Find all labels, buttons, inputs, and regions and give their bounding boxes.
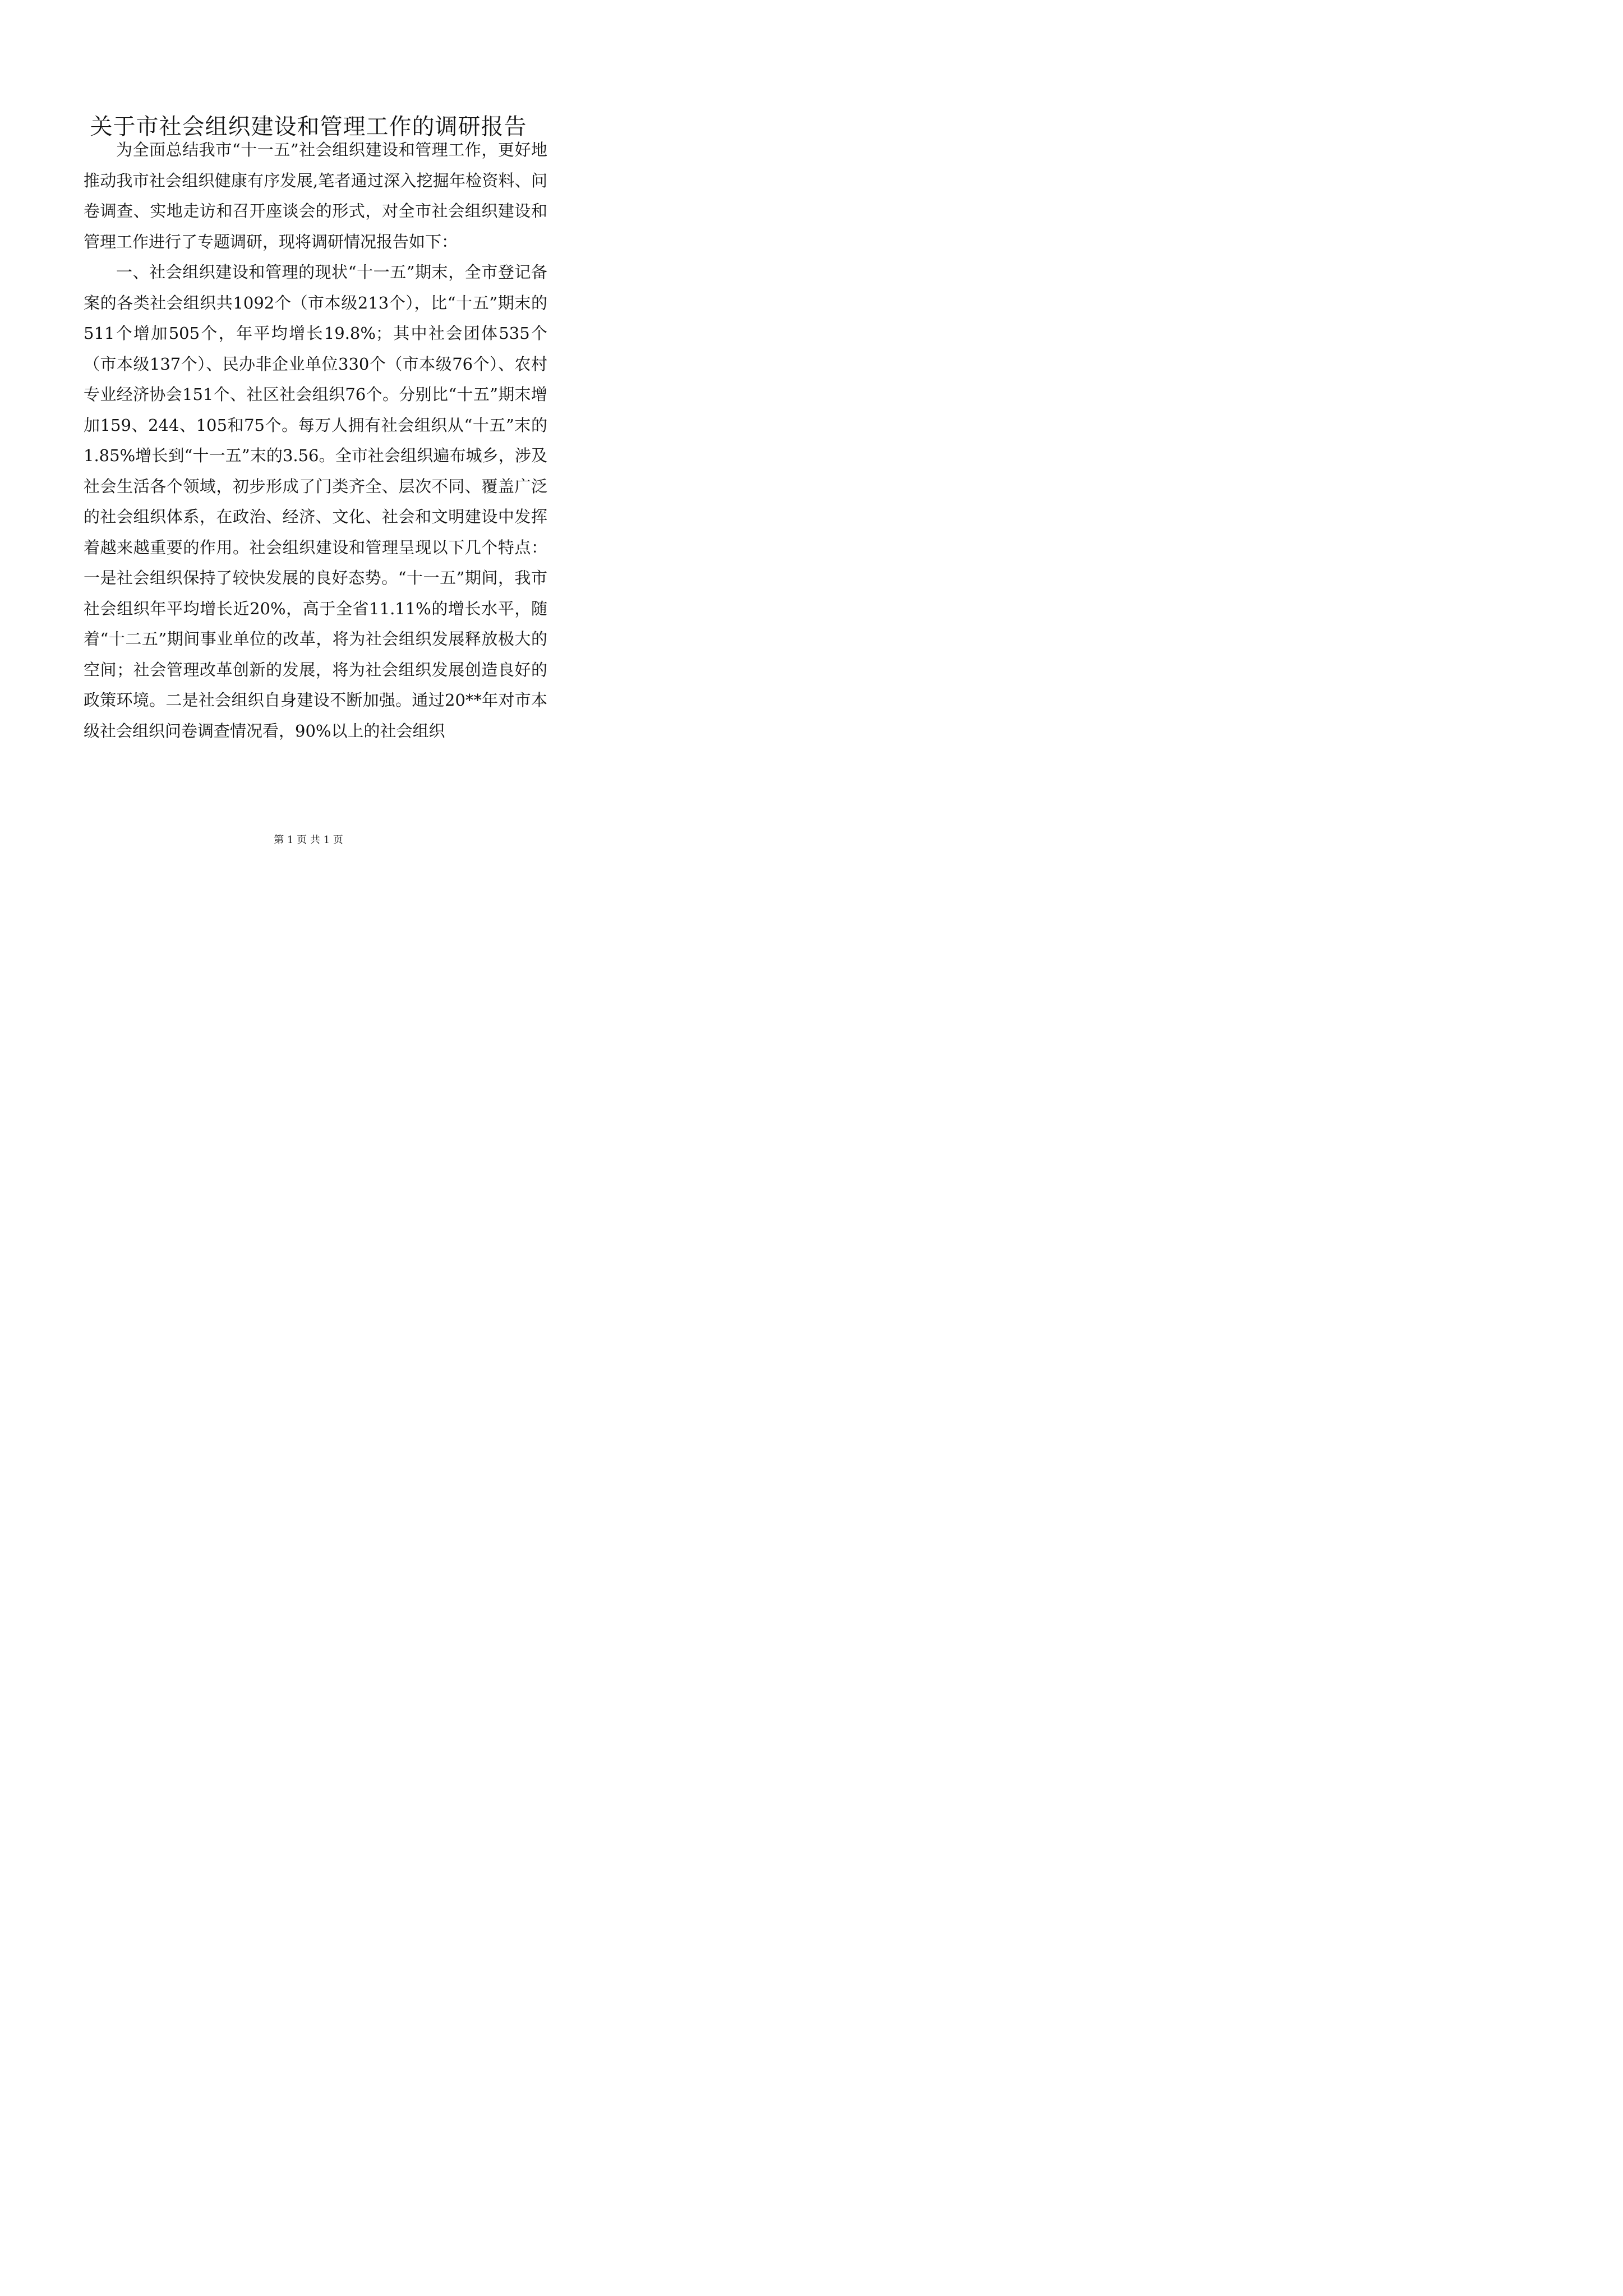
status-paragraph: 一、社会组织建设和管理的现状“十一五”期末，全市登记备案的各类社会组织共1092个（市本级213个），比“十五”期末的511个增加505个，年平均增长19.8%；其中社会团体535个（市本级137个）、民办非企业单位330个（市本级76个）、农村专业经济协会151个、社区社会组织76个。分别比“十五”期末增加159、244、105和75个。每万人拥有社会组织从“十五”末的1.85%增长到“十一五”末的3.56。全市社会组织遍布城乡，涉及社会生活各个领域，初步形成了门类齐全、层次不同、覆盖广泛的社会组织体系，在政治、经济、文化、社会和文明建设中发挥着越来越重要的作用。社会组织建设和管理呈现以下几个特点：一是社会组织保持了较快发展的良好态势。“十一五”期间，我市社会组织年平均增长近20%，高于全省11.11%的增长水平，随着“十二五”期间事业单位的改革，将为社会组织发展释放极大的空间；社会管理改革创新的发展，将为社会组织发展创造良好的政策环境。二是社会组织自身建设不断加强。通过20**年对市本级社会组织问卷调查情况看，90%以上的社会组织 bbox=[84, 263, 547, 740]
document-title: 关于市社会组织建设和管理工作的调研报告 bbox=[90, 114, 527, 140]
intro-paragraph: 为全面总结我市“十一五”社会组织建设和管理工作，更好地推动我市社会组织健康有序发展,笔者通过深入挖掘年检资料、问卷调查、实地走访和召开座谈会的形式，对全市社会组织建设和管理工作进行了专题调研，现将调研情况报告如下： bbox=[84, 140, 547, 251]
page-footer: 第 1 页 共 1 页 bbox=[274, 834, 343, 846]
document-body bbox=[84, 135, 547, 746]
document-page bbox=[0, 0, 617, 872]
